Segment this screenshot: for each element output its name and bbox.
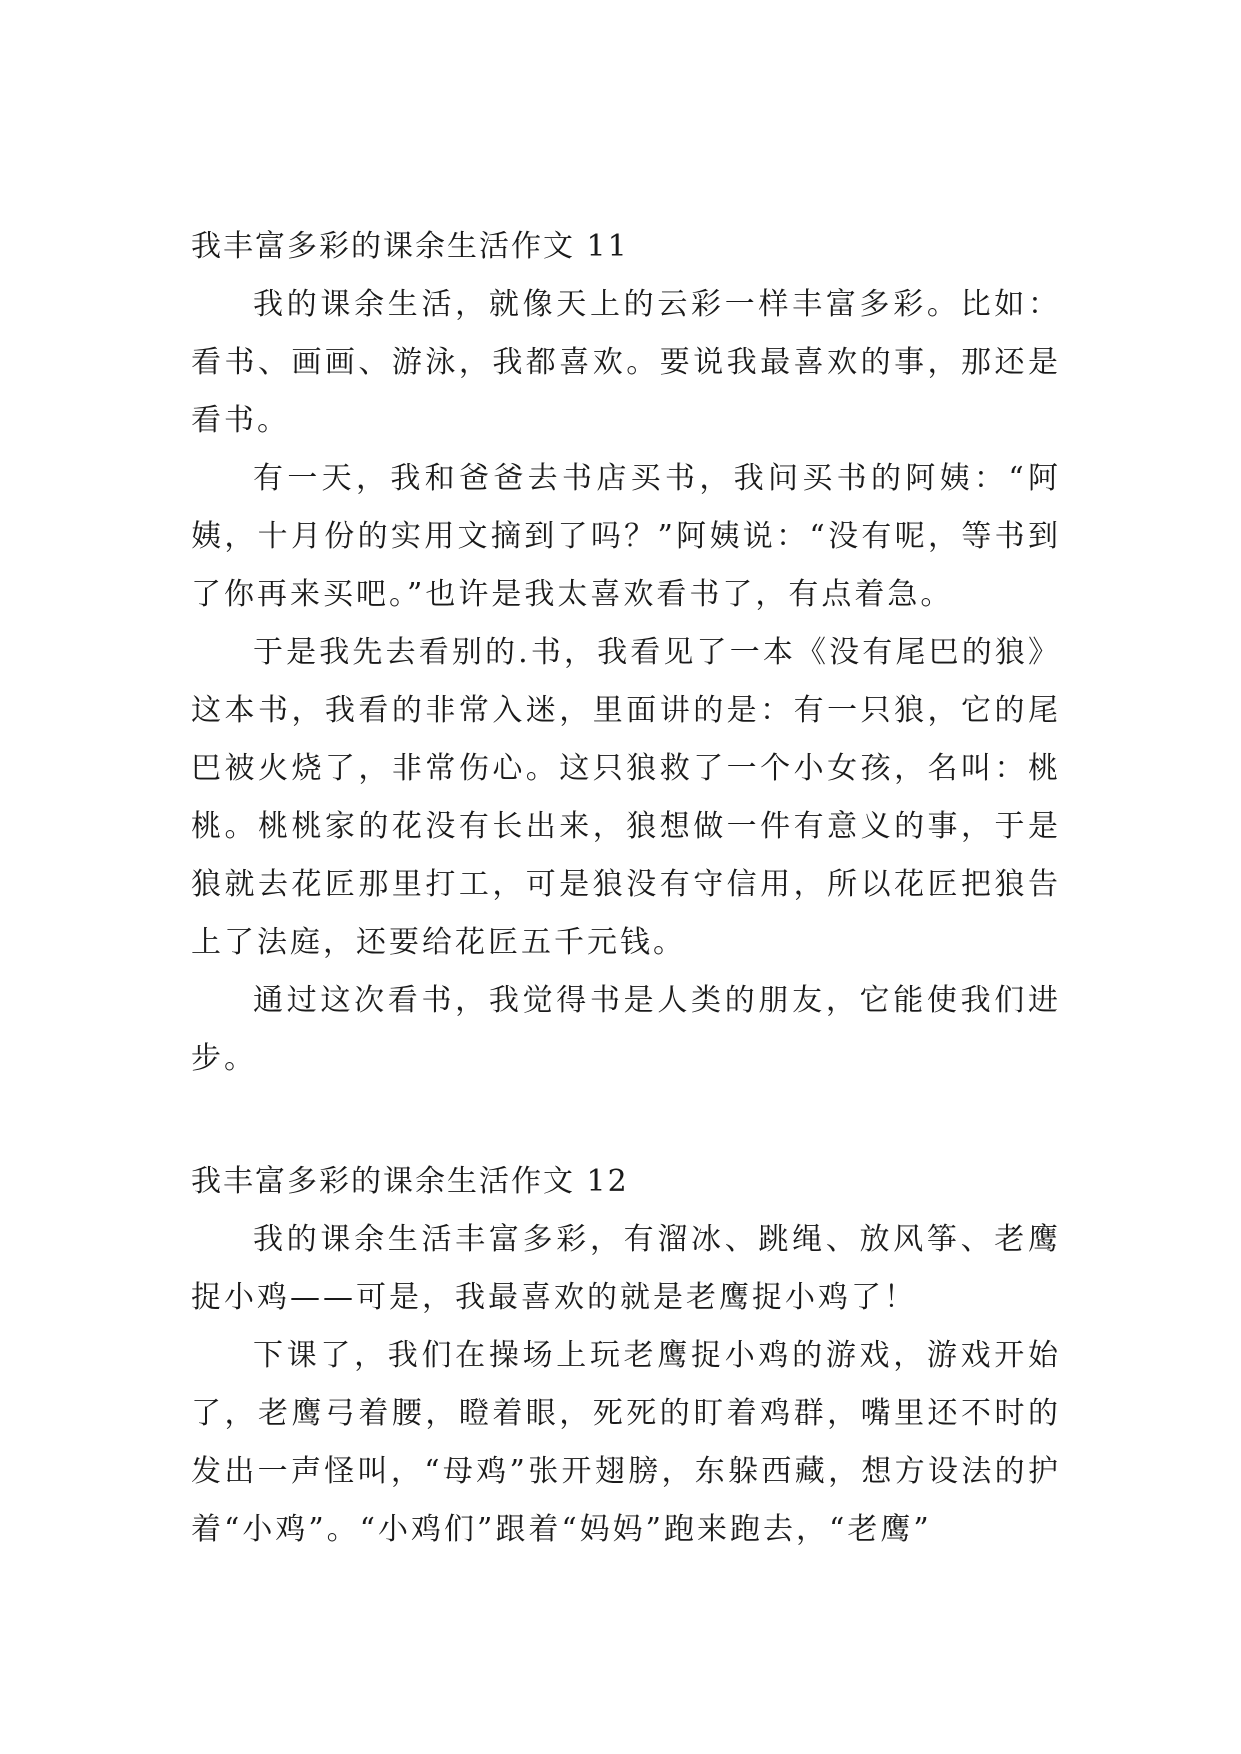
essay-section-12 bbox=[191, 1153, 1061, 1559]
essay-title: 我丰富多彩的课余生活作文 11 bbox=[191, 229, 629, 264]
essay-section-11 bbox=[191, 218, 1061, 1088]
essay-paragraph: 下课了，我们在操场上玩老鹰捉小鸡的游戏，游戏开始了，老鹰弓着腰，瞪着眼，死死的盯着鸡群，嘴里还不时的发出一声怪叫，“母鸡”张开翅膀，东躲西藏，想方设法的护着“小鸡”。“小鸡们”跟着“妈妈”跑来跑去，“老鹰” bbox=[191, 1338, 1061, 1547]
essay-paragraph: 我的课余生活丰富多彩，有溜冰、跳绳、放风筝、老鹰捉小鸡——可是，我最喜欢的就是老鹰捉小鸡了！ bbox=[191, 1222, 1061, 1315]
essay-paragraph: 有一天，我和爸爸去书店买书，我问买书的阿姨：“阿姨，十月份的实用文摘到了吗？”阿姨说：“没有呢，等书到了你再来买吧。”也许是我太喜欢看书了，有点着急。 bbox=[191, 461, 1061, 612]
essay-paragraph: 我的课余生活，就像天上的云彩一样丰富多彩。比如：看书、画画、游泳，我都喜欢。要说我最喜欢的事，那还是看书。 bbox=[191, 287, 1061, 438]
essay-title: 我丰富多彩的课余生活作文 12 bbox=[191, 1164, 629, 1199]
essay-paragraph: 通过这次看书，我觉得书是人类的朋友，它能使我们进步。 bbox=[191, 983, 1061, 1076]
essay-paragraph: 于是我先去看别的.书，我看见了一本《没有尾巴的狼》这本书，我看的非常入迷，里面讲的是：有一只狼，它的尾巴被火烧了，非常伤心。这只狼救了一个小女孩，名叫：桃桃。桃桃家的花没有长出来，狼想做一件有意义的事，于是狼就去花匠那里打工，可是狼没有守信用，所以花匠把狼告上了法庭，还要给花匠五千元钱。 bbox=[191, 635, 1061, 960]
